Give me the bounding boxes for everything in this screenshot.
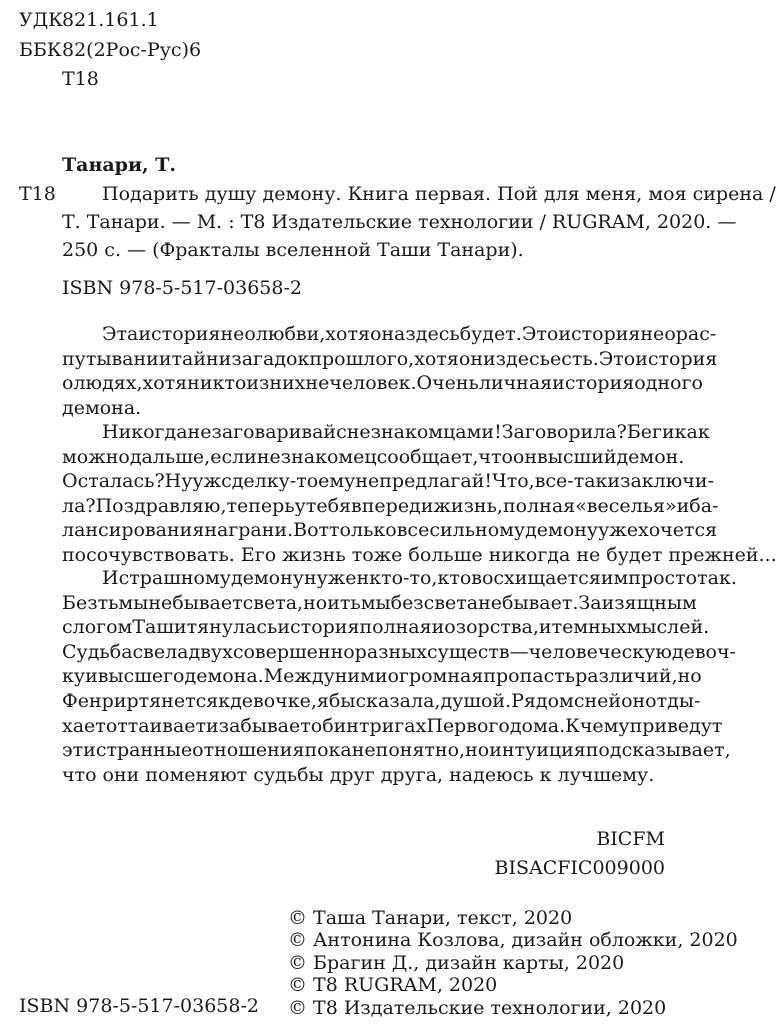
- annotation-line: о людях, хотя никто из них не человек. Очень личная история одного: [62, 372, 703, 395]
- annotation-line: можно дальше, если незнакомец сообщает, что он высший демон.: [62, 445, 685, 468]
- bbk-label: ББК: [19, 39, 62, 61]
- annotation-line: демона.: [62, 396, 142, 419]
- bibliographic-line: 250 с. — (Фракталы вселенной Таши Танари).: [62, 239, 524, 261]
- annotation-line: эти странные отношения пока непонятно, но интуиция подсказывает,: [62, 739, 731, 762]
- isbn-record: ISBN 978-5-517-03658-2: [62, 277, 302, 299]
- annotation-line: ла? Поздравляю, теперь у тебя впереди жизнь, полная «веселья» и ба-: [62, 494, 719, 517]
- copyright-line: © Т8 Издательские технологии, 2020: [288, 997, 667, 1019]
- bibliographic-line: Т. Танари. — М. : Т8 Издательские технологии / RUGRAM, 2020. —: [62, 211, 737, 233]
- annotation-line: Фенрир тянется к девочке, я бы сказала, душой. Рядом с ней он отды-: [62, 690, 701, 712]
- copyright-line: © Т8 RUGRAM, 2020: [288, 974, 498, 996]
- copyright-line: © Таша Танари, текст, 2020: [288, 907, 573, 929]
- annotation-line: Судьба свела двух совершенно разных существ — человеческую девоч-: [62, 640, 736, 663]
- annotation-line: лансирования на грани. Вот только всесильному демону уже хочется: [62, 519, 718, 542]
- bic-code: BICFM: [596, 828, 665, 850]
- annotation-line: посочувствовать. Его жизнь тоже больше никогда не будет прежней...: [62, 544, 777, 566]
- bibliographic-line: Подарить душу демону. Книга первая. Пой для меня, моя сирена /: [102, 183, 776, 205]
- udk-value: 821.161.1: [62, 9, 159, 31]
- bbk-value: 82(2Рос-Рус)6: [62, 39, 202, 61]
- annotation-line: путывании тайн и загадок прошлого, хотя они здесь есть. Это история: [62, 347, 718, 370]
- copyright-line: © Антонина Козлова, дизайн обложки, 2020: [288, 929, 738, 951]
- annotation-line: Эта история не о любви, хотя она здесь будет. Это история не о рас-: [102, 323, 717, 345]
- annotation-line: Без тьмы не бывает света, но и тьмы без света не бывает. За изящным: [62, 591, 697, 614]
- annotation-line: И страшному демону нужен кто-то, кто восхищается им просто так.: [102, 567, 737, 589]
- annotation-line: Никогда не заговаривай с незнакомцами! Заговорила? Беги как: [102, 421, 710, 443]
- udk-label: УДК: [19, 9, 63, 31]
- annotation-line: Осталась? Ну уж сделку-то ему не предлагай! Что, все-таки заключи-: [62, 470, 714, 493]
- annotation-line: слогом Таши тянулась история полная и озорства, и темных мыслей.: [62, 616, 710, 639]
- annotation-line: ку и высшего демона. Между ними огромная пропасть различий, но: [62, 665, 702, 688]
- annotation-line: хает оттаивает и забывает об интригах Первого дома. К чему приведут: [62, 714, 723, 737]
- bisac-code: BISACFIC009000: [494, 857, 665, 879]
- copyright-line: © Брагин Д., дизайн карты, 2020: [288, 952, 625, 974]
- author-name: Танари, Т.: [62, 154, 177, 176]
- annotation-line: что они поменяют судьбы друг друга, надеюсь к лучшему.: [62, 763, 655, 786]
- bibliographic-mark: Т18: [19, 183, 56, 205]
- author-mark: Т18: [62, 68, 99, 90]
- footer-isbn: ISBN 978-5-517-03658-2: [19, 995, 259, 1017]
